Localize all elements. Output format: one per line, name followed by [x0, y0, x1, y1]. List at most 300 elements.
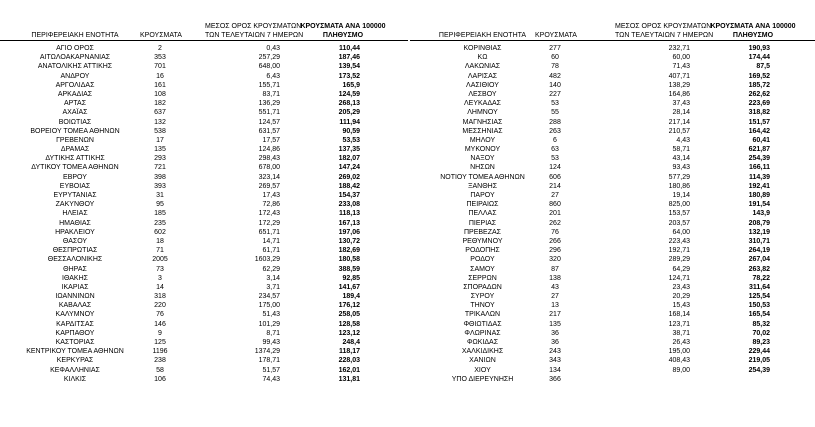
table-row	[0, 163, 408, 172]
cases-cell: 87	[551, 265, 559, 273]
region-cell: ΡΕΘΥΜΝΟΥ	[462, 237, 503, 245]
table-row	[0, 366, 408, 375]
cases-cell: 125	[154, 339, 166, 346]
per-capita-cell: 182,69	[338, 247, 360, 255]
cases-cell: 482	[549, 72, 561, 80]
region-cell: ΣΠΟΡΑΔΩΝ	[463, 283, 502, 291]
avg-cell: 1374,29	[254, 348, 280, 356]
avg-cell: 38,71	[672, 329, 690, 337]
per-capita-cell: 219,05	[748, 357, 770, 365]
cases-cell: 14	[156, 283, 164, 291]
avg-cell: 4,43	[676, 136, 690, 144]
avg-cell: 23,43	[672, 283, 690, 291]
region-cell: ΕΥΒΟΙΑΣ	[59, 182, 91, 190]
per-capita-cell: 114,39	[748, 173, 770, 181]
cases-cell: 73	[156, 265, 164, 273]
region-cell: ΥΠΟ ΔΙΕΡΕΥΝΗΣΗ	[451, 375, 514, 383]
per-capita-cell: 118,13	[338, 210, 360, 218]
region-cell: ΧΑΝΙΩΝ	[469, 357, 496, 365]
avg-cell: 195,00	[668, 348, 690, 356]
cases-cell: 2005	[152, 256, 168, 264]
right-table-body	[410, 44, 815, 384]
region-cell: ΛΑΡΙΣΑΣ	[467, 72, 498, 80]
avg-cell: 631,57	[258, 127, 280, 135]
per-header-line1: ΚΡΟΥΣΜΑΤΑ ΑΝΑ 100000	[300, 23, 386, 30]
table-row	[410, 347, 815, 356]
region-cell: ΚΟΡΙΝΘΙΑΣ	[463, 45, 502, 52]
per-capita-cell: 123,12	[338, 329, 360, 337]
region-cell: ΚΑΡΠΑΘΟΥ	[55, 329, 95, 337]
avg-cell: 289,29	[668, 256, 690, 264]
avg-cell: 269,57	[258, 182, 280, 190]
region-header: ΠΕΡΙΦΕΡΕΙΑΚΗ ΕΝΟΤΗΤΑ	[438, 32, 527, 39]
region-cell: ΦΩΚΙΔΑΣ	[466, 339, 499, 346]
cases-cell: 235	[154, 219, 166, 227]
region-cell: ΚΑΛΥΜΝΟΥ	[55, 311, 95, 319]
table-row	[410, 356, 815, 365]
avg-cell: 71,43	[672, 63, 690, 71]
region-cell: ΛΕΥΚΑΔΑΣ	[463, 100, 502, 108]
cases-cell: 53	[551, 100, 559, 108]
avg-cell: 648,00	[258, 63, 280, 71]
avg-cell: 124,71	[668, 274, 690, 282]
avg-cell: 58,71	[672, 146, 690, 154]
per-capita-cell: 53,53	[342, 136, 360, 144]
per-capita-cell: 228,03	[338, 357, 360, 365]
region-cell: ΙΘΑΚΗΣ	[62, 274, 88, 282]
cases-cell: 135	[154, 146, 166, 154]
cases-cell: 277	[549, 45, 561, 52]
per-capita-cell: 89,23	[752, 339, 770, 346]
region-cell: ΒΟΙΩΤΙΑΣ	[58, 118, 92, 126]
table-row	[0, 347, 408, 356]
per-capita-cell: 269,02	[338, 173, 360, 181]
cases-cell: 227	[549, 90, 561, 98]
region-cell: ΑΡΤΑΣ	[63, 100, 87, 108]
cases-cell: 53	[551, 155, 559, 163]
avg-cell: 14,71	[262, 237, 280, 245]
cases-cell: 217	[549, 311, 561, 319]
per-capita-cell: 130,72	[338, 237, 360, 245]
avg-header-line1: ΜΕΣΟΣ ΟΡΟΣ ΚΡΟΥΣΜΑΤΩΝ	[205, 23, 302, 30]
per-capita-cell: 174,44	[748, 54, 770, 62]
avg-cell: 123,71	[668, 320, 690, 328]
table-row	[0, 127, 408, 136]
table-row	[410, 200, 815, 209]
region-cell: ΚΑΣΤΟΡΙΑΣ	[55, 339, 95, 346]
avg-cell: 172,29	[258, 219, 280, 227]
table-row	[410, 99, 815, 108]
avg-cell: 51,43	[262, 311, 280, 319]
region-cell: ΘΗΡΑΣ	[63, 265, 87, 273]
per-capita-cell: 85,32	[752, 320, 770, 328]
avg-cell: 51,57	[262, 366, 280, 374]
cases-cell: 95	[156, 201, 164, 209]
avg-cell: 64,00	[672, 228, 690, 236]
region-cell: ΚΙΛΚΙΣ	[63, 375, 87, 383]
per-capita-cell: 268,13	[338, 100, 360, 108]
region-cell: ΑΓΙΟ ΟΡΟΣ	[56, 45, 94, 52]
per-capita-cell: 388,59	[338, 265, 360, 273]
avg-cell: 64,29	[672, 265, 690, 273]
per-capita-cell: 165,54	[748, 311, 770, 319]
avg-cell: 37,43	[672, 100, 690, 108]
per-capita-cell: 167,13	[338, 219, 360, 227]
region-cell: ΡΟΔΟΥ	[470, 256, 495, 264]
avg-cell: 407,71	[668, 72, 690, 80]
cases-cell: 71	[156, 247, 164, 255]
left-table	[0, 0, 408, 383]
avg-cell: 651,71	[258, 228, 280, 236]
avg-cell: 408,43	[668, 357, 690, 365]
avg-cell: 232,71	[668, 45, 690, 52]
avg-header-line2: ΤΩΝ ΤΕΛΕΥΤΑΙΩΝ 7 ΗΜΕΡΩΝ	[615, 32, 714, 39]
region-cell: ΠΕΙΡΑΙΩΣ	[466, 201, 499, 209]
region-cell: ΣΕΡΡΩΝ	[468, 274, 497, 282]
region-cell: ΚΑΡΔΙΤΣΑΣ	[56, 320, 94, 328]
table-row	[0, 200, 408, 209]
table-row	[0, 53, 408, 62]
cases-cell: 288	[549, 118, 561, 126]
region-cell: ΚΑΒΑΛΑΣ	[58, 302, 92, 310]
table-row	[410, 173, 815, 182]
per-capita-cell: 141,67	[338, 283, 360, 291]
avg-cell: 15,43	[672, 302, 690, 310]
region-cell: ΔΡΑΜΑΣ	[60, 146, 90, 154]
per-capita-cell: 233,08	[338, 201, 360, 209]
avg-cell: 62,29	[262, 265, 280, 273]
table-row	[410, 320, 815, 329]
table-row	[410, 375, 815, 384]
cases-cell: 263	[549, 127, 561, 135]
table-row	[410, 118, 815, 127]
cases-header: ΚΡΟΥΣΜΑΤΑ	[535, 32, 577, 39]
per-capita-cell: 190,93	[748, 45, 770, 52]
region-cell: ΘΑΣΟΥ	[62, 237, 88, 245]
avg-cell: 19,14	[672, 192, 690, 199]
per-capita-cell: 131,81	[338, 375, 360, 383]
cases-cell: 106	[154, 375, 166, 383]
region-header: ΠΕΡΙΦΕΡΕΙΑΚΗ ΕΝΟΤΗΤΑ	[31, 32, 119, 39]
avg-cell: 0,43	[266, 45, 280, 52]
region-cell: ΧΙΟΥ	[474, 366, 491, 374]
region-cell: ΘΕΣΠΡΩΤΙΑΣ	[52, 247, 98, 255]
avg-cell: 164,86	[668, 90, 690, 98]
per-capita-cell: 248,4	[342, 339, 360, 346]
per-capita-cell: 254,39	[748, 155, 770, 163]
left-table-header	[0, 0, 408, 42]
avg-cell: 323,14	[258, 173, 280, 181]
region-cell: ΦΛΩΡΙΝΑΣ	[464, 329, 501, 337]
region-cell: ΑΡΓΟΛΙΔΑΣ	[55, 81, 95, 89]
per-capita-cell: 262,62	[748, 90, 770, 98]
cases-cell: 201	[549, 210, 561, 218]
region-cell: ΠΙΕΡΙΑΣ	[468, 219, 497, 227]
region-cell: ΑΡΚΑΔΙΑΣ	[57, 90, 93, 98]
per-capita-cell: 223,69	[748, 100, 770, 108]
region-cell: ΛΑΣΙΘΙΟΥ	[466, 81, 499, 89]
avg-cell: 8,71	[266, 329, 280, 337]
cases-cell: 161	[154, 81, 166, 89]
region-cell: ΙΩΑΝΝΙΝΩΝ	[55, 293, 95, 301]
table-row	[0, 228, 408, 237]
table-row	[410, 338, 815, 347]
avg-cell: 153,57	[668, 210, 690, 218]
per-capita-cell: 78,22	[752, 274, 770, 282]
table-row	[410, 90, 815, 99]
cases-cell: 36	[551, 339, 559, 346]
table-row	[410, 154, 815, 163]
left-table-body	[0, 44, 408, 384]
table-row	[410, 163, 815, 172]
region-cell: ΒΟΡΕΙΟΥ ΤΟΜΕΑ ΑΘΗΝΩΝ	[30, 127, 120, 135]
cases-cell: 63	[551, 146, 559, 154]
avg-cell: 89,00	[672, 366, 690, 374]
per-capita-cell: 90,59	[342, 127, 360, 135]
cases-cell: 262	[549, 219, 561, 227]
region-cell: ΑΙΤΩΛΟΑΚΑΡΝΑΝΙΑΣ	[39, 54, 111, 62]
table-row	[410, 329, 815, 338]
table-row	[410, 62, 815, 71]
table-row	[410, 191, 815, 200]
table-row	[410, 292, 815, 301]
table-row	[0, 154, 408, 163]
per-capita-cell: 128,58	[338, 320, 360, 328]
per-capita-cell: 60,41	[752, 136, 770, 144]
table-row	[0, 99, 408, 108]
cases-cell: 132	[154, 118, 166, 126]
table-row	[0, 182, 408, 191]
cases-cell: 320	[549, 256, 561, 264]
cases-cell: 78	[551, 63, 559, 71]
cases-cell: 701	[154, 63, 166, 71]
per-capita-cell: 176,12	[338, 302, 360, 310]
cases-cell: 293	[154, 155, 166, 163]
table-row	[410, 108, 815, 117]
cases-cell: 2	[158, 45, 162, 52]
cases-cell: 860	[549, 201, 561, 209]
avg-cell: 210,57	[668, 127, 690, 135]
table-row	[0, 81, 408, 90]
region-cell: ΦΘΙΩΤΙΔΑΣ	[463, 320, 502, 328]
cases-cell: 366	[549, 375, 561, 383]
cases-cell: 146	[154, 320, 166, 328]
region-cell: ΡΟΔΟΠΗΣ	[465, 247, 500, 255]
per-capita-cell: 208,79	[748, 219, 770, 227]
per-capita-cell: 125,54	[748, 293, 770, 301]
per-capita-cell: 70,02	[752, 329, 770, 337]
region-cell: ΞΑΝΘΗΣ	[467, 182, 498, 190]
region-cell: ΖΑΚΥΝΘΟΥ	[55, 201, 95, 209]
region-cell: ΔΥΤΙΚΟΥ ΤΟΜΕΑ ΑΘΗΝΩΝ	[31, 164, 119, 172]
table-row	[410, 283, 815, 292]
table-row	[0, 310, 408, 319]
table-row	[410, 255, 815, 264]
right-table-header	[410, 0, 815, 42]
per-capita-cell: 311,64	[748, 283, 770, 291]
cases-cell: 318	[154, 293, 166, 301]
region-cell: ΗΛΕΙΑΣ	[62, 210, 88, 218]
avg-cell: 26,43	[672, 339, 690, 346]
per-capita-cell: 258,05	[338, 311, 360, 319]
cases-cell: 182	[154, 100, 166, 108]
table-row	[0, 44, 408, 53]
cases-cell: 76	[551, 228, 559, 236]
region-cell: ΚΩ	[477, 54, 488, 62]
region-cell: ΣΑΜΟΥ	[470, 265, 495, 273]
table-row	[0, 292, 408, 301]
avg-cell: 155,71	[258, 81, 280, 89]
per-capita-cell: 166,11	[748, 164, 770, 172]
header-divider	[410, 40, 815, 41]
region-cell: ΜΗΛΟΥ	[469, 136, 496, 144]
region-cell: ΛΗΜΝΟΥ	[467, 109, 498, 117]
table-row	[0, 338, 408, 347]
table-row	[0, 283, 408, 292]
region-cell: ΚΕΝΤΡΙΚΟΥ ΤΟΜΕΑ ΑΘΗΝΩΝ	[26, 348, 124, 356]
avg-cell: 60,00	[672, 54, 690, 62]
avg-cell: 298,43	[258, 155, 280, 163]
table-row	[410, 301, 815, 310]
avg-cell: 175,00	[258, 302, 280, 310]
region-cell: ΗΜΑΘΙΑΣ	[59, 219, 91, 227]
avg-cell: 678,00	[258, 164, 280, 172]
table-row	[410, 228, 815, 237]
region-cell: ΛΑΚΩΝΙΑΣ	[464, 63, 501, 71]
avg-cell: 3,14	[266, 274, 280, 282]
per-capita-cell: 111,94	[339, 118, 360, 126]
cases-cell: 353	[154, 54, 166, 62]
per-capita-cell: 147,24	[338, 164, 360, 172]
cases-cell: 16	[156, 72, 164, 80]
cases-cell: 135	[549, 320, 561, 328]
region-cell: ΑΧΑΪΑΣ	[62, 109, 88, 117]
per-capita-cell: 263,82	[748, 265, 770, 273]
cases-cell: 13	[551, 302, 559, 310]
avg-cell: 138,29	[668, 81, 690, 89]
region-cell: ΜΥΚΟΝΟΥ	[464, 146, 501, 154]
avg-cell: 136,29	[258, 100, 280, 108]
table-row	[410, 265, 815, 274]
cases-cell: 398	[154, 173, 166, 181]
table-row	[0, 255, 408, 264]
per-capita-cell: 151,57	[748, 118, 770, 126]
cases-cell: 1196	[152, 348, 168, 356]
cases-cell: 134	[549, 366, 561, 374]
per-capita-cell: 180,58	[338, 256, 360, 264]
table-row	[0, 90, 408, 99]
per-capita-cell: 150,53	[748, 302, 770, 310]
region-cell: ΠΑΡΟΥ	[470, 192, 495, 199]
table-row	[0, 274, 408, 283]
avg-cell: 61,71	[262, 247, 280, 255]
cases-cell: 138	[549, 274, 561, 282]
per-capita-cell: 165,9	[342, 81, 360, 89]
table-row	[410, 44, 815, 53]
avg-cell: 124,57	[258, 118, 280, 126]
cases-cell: 637	[154, 109, 166, 117]
cases-cell: 220	[154, 302, 166, 310]
cases-cell: 214	[549, 182, 561, 190]
region-cell: ΚΕΦΑΛΛΗΝΙΑΣ	[50, 366, 100, 374]
cases-cell: 243	[549, 348, 561, 356]
region-cell: ΕΒΡΟΥ	[63, 173, 87, 181]
table-row	[410, 136, 815, 145]
table-row	[410, 366, 815, 375]
table-row	[0, 301, 408, 310]
per-capita-cell: 188,42	[338, 182, 360, 190]
cases-cell: 140	[549, 81, 561, 89]
per-capita-cell: 192,41	[748, 182, 770, 190]
per-capita-cell: 180,89	[748, 192, 770, 199]
per-capita-cell: 310,71	[748, 237, 770, 245]
per-capita-cell: 162,01	[338, 366, 360, 374]
table-row	[0, 145, 408, 154]
per-capita-cell: 137,35	[338, 146, 360, 154]
table-row	[0, 191, 408, 200]
table-row	[0, 320, 408, 329]
region-cell: ΓΡΕΒΕΝΩΝ	[56, 136, 94, 144]
cases-cell: 9	[158, 329, 162, 337]
per-capita-cell: 169,52	[748, 72, 770, 80]
avg-cell: 577,29	[668, 173, 690, 181]
per-capita-cell: 318,82	[748, 109, 770, 117]
region-cell: ΑΝΔΡΟΥ	[60, 72, 90, 80]
region-cell: ΣΥΡΟΥ	[470, 293, 495, 301]
avg-cell: 3,71	[266, 283, 280, 291]
per-capita-cell: 164,42	[748, 127, 770, 135]
avg-cell: 28,14	[672, 109, 690, 117]
table-row	[0, 375, 408, 384]
per-capita-cell: 264,19	[748, 247, 770, 255]
region-cell: ΕΥΡΥΤΑΝΙΑΣ	[53, 192, 97, 199]
region-cell: ΔΥΤΙΚΗΣ ΑΤΤΙΚΗΣ	[45, 155, 105, 163]
region-cell: ΛΕΣΒΟΥ	[468, 90, 497, 98]
avg-cell: 223,43	[668, 237, 690, 245]
per-capita-cell: 92,85	[342, 274, 360, 282]
cases-cell: 55	[551, 109, 559, 117]
table-row	[410, 53, 815, 62]
region-cell: ΑΝΑΤΟΛΙΚΗΣ ΑΤΤΙΚΗΣ	[37, 63, 113, 71]
per-capita-cell: 154,37	[338, 192, 360, 199]
table-row	[0, 108, 408, 117]
cases-cell: 108	[154, 90, 166, 98]
cases-cell: 393	[154, 182, 166, 190]
per-capita-cell: 110,44	[338, 45, 360, 52]
cases-cell: 60	[551, 54, 559, 62]
table-row	[410, 310, 815, 319]
cases-cell: 3	[158, 274, 162, 282]
cases-cell: 185	[154, 210, 166, 218]
table-row	[0, 62, 408, 71]
region-cell: ΠΕΛΛΑΣ	[468, 210, 497, 218]
cases-header: ΚΡΟΥΣΜΑΤΑ	[140, 32, 182, 39]
avg-cell: 17,43	[262, 192, 280, 199]
region-cell: ΜΕΣΣΗΝΙΑΣ	[462, 127, 503, 135]
region-cell: ΜΑΓΝΗΣΙΑΣ	[462, 118, 503, 126]
per-capita-cell: 189,4	[342, 293, 360, 301]
table-row	[410, 127, 815, 136]
table-row	[0, 265, 408, 274]
per-header-line1: ΚΡΟΥΣΜΑΤΑ ΑΝΑ 100000	[710, 23, 796, 30]
avg-cell: 257,29	[258, 54, 280, 62]
per-capita-cell: 191,54	[748, 201, 770, 209]
avg-cell: 203,57	[668, 219, 690, 227]
avg-cell: 1603,29	[254, 256, 280, 264]
cases-cell: 76	[156, 311, 164, 319]
table-row	[0, 72, 408, 81]
table-row	[410, 209, 815, 218]
